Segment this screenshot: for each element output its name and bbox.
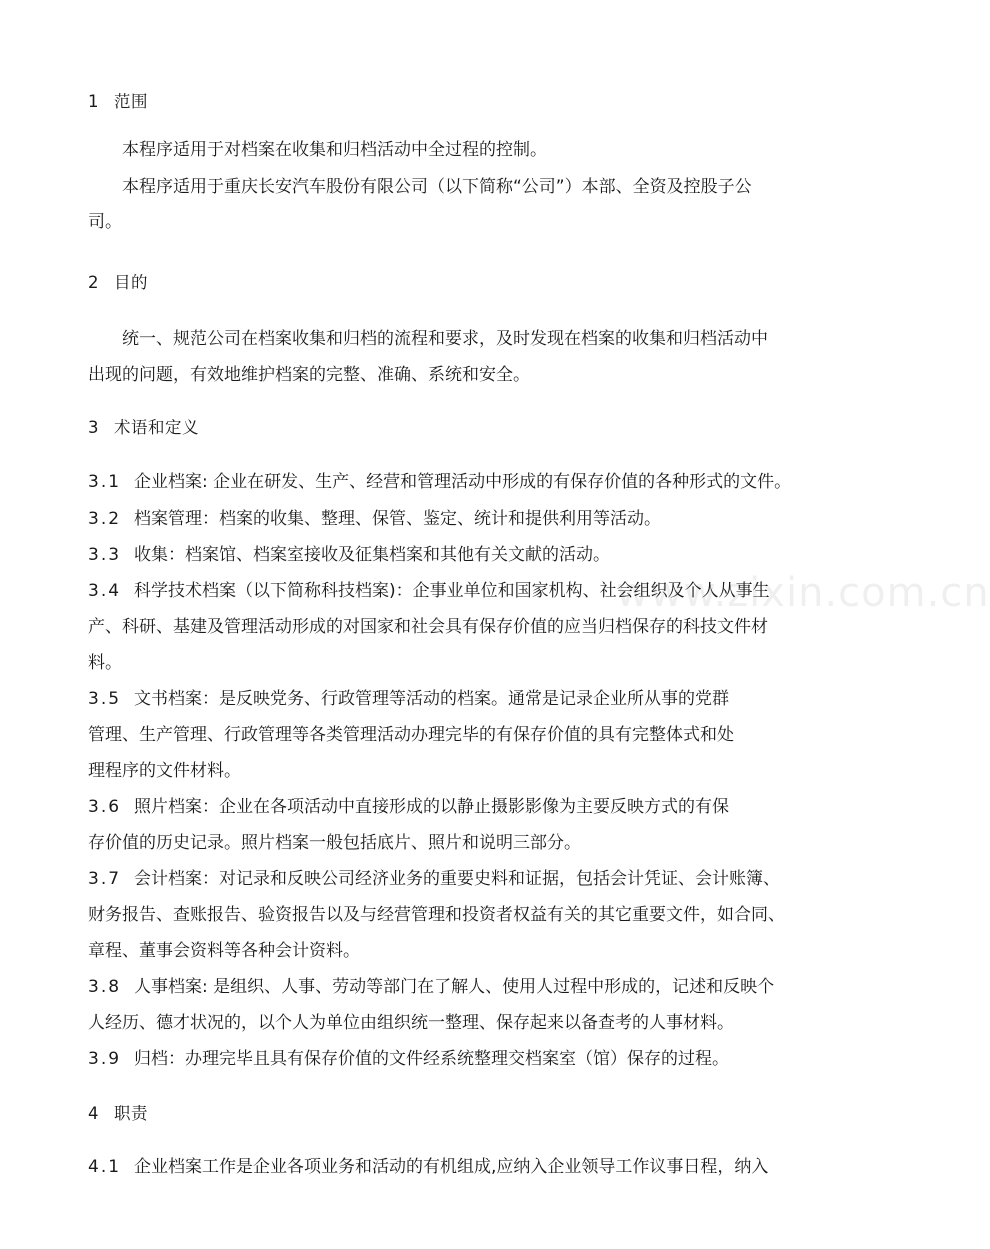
- section-3-title: 术语和定义: [114, 418, 199, 437]
- definition-text: 会计档案：对记录和反映公司经济业务的重要史料和证据，包括会计凭证、会计账簿、: [134, 869, 780, 889]
- definition-3-6-cont-1: 存价值的历史记录。照片档案一般包括底片、照片和说明三部分。: [88, 833, 581, 853]
- definition-number: 3.7: [88, 869, 122, 889]
- definition-text: 归档：办理完毕且具有保存价值的文件经系统整理交档案室（馆）保存的过程。: [134, 1049, 729, 1069]
- definition-number: 3.9: [88, 1049, 122, 1069]
- definition-3-4-cont-1: 产、科研、基建及管理活动形成的对国家和社会具有保存价值的应当归档保存的科技文件材: [88, 617, 768, 637]
- section-1-number: 1: [88, 92, 99, 111]
- definition-text: 照片档案：企业在各项活动中直接形成的以静止摄影影像为主要反映方式的有保: [134, 797, 729, 817]
- responsibility-number: 4.1: [88, 1157, 122, 1177]
- definition-text: 科学技术档案（以下简称科技档案)：企事业单位和国家机构、社会组织及个人从事生: [134, 581, 770, 601]
- section-2-paragraph: 统一、规范公司在档案收集和归档的流程和要求，及时发现在档案的收集和归档活动中: [122, 329, 768, 349]
- definition-number: 3.4: [88, 581, 122, 601]
- section-4-heading: [88, 1102, 848, 1126]
- definition-3-9: [88, 1047, 848, 1071]
- definition-3-7-cont-2: 章程、董事会资料等各种会计资料。: [88, 941, 360, 961]
- definition-3-4: [88, 579, 848, 603]
- definition-number: 3.6: [88, 797, 122, 817]
- definition-text: 收集：档案馆、档案室接收及征集档案和其他有关文献的活动。: [134, 545, 610, 565]
- section-1-title: 范围: [114, 92, 148, 111]
- definition-text: 文书档案：是反映党务、行政管理等活动的档案。通常是记录企业所从事的党群: [134, 689, 729, 709]
- section-1-paragraph-2-cont: 司。: [88, 212, 122, 232]
- definition-3-5: [88, 687, 848, 711]
- definition-3-4-cont-2: 料。: [88, 653, 122, 673]
- definition-text: 人事档案: 是组织、人事、劳动等部门在了解人、使用人过程中形成的，记述和反映个: [134, 977, 775, 997]
- definition-text: 企业档案: 企业在研发、生产、经营和管理活动中形成的有保存价值的各种形式的文件。: [134, 472, 792, 492]
- definition-3-2: [88, 507, 848, 531]
- definition-number: 3.1: [88, 472, 122, 492]
- responsibility-text: 企业档案工作是企业各项业务和活动的有机组成,应纳入企业领导工作议事日程，纳入: [134, 1157, 769, 1177]
- section-4-number: 4: [88, 1104, 99, 1123]
- definition-3-8: [88, 975, 848, 999]
- definition-3-7-cont-1: 财务报告、查账报告、验资报告以及与经营管理和投资者权益有关的其它重要文件，如合同、: [88, 905, 785, 925]
- section-3-number: 3: [88, 418, 99, 437]
- section-1-paragraph-2: 本程序适用于重庆长安汽车股份有限公司（以下简称“公司”）本部、全资及控股子公: [122, 177, 752, 197]
- definition-number: 3.8: [88, 977, 122, 997]
- definition-3-5-cont-2: 理程序的文件材料。: [88, 761, 241, 781]
- section-2-paragraph-cont: 出现的问题，有效地维护档案的完整、准确、系统和安全。: [88, 365, 530, 385]
- definition-text: 档案管理：档案的收集、整理、保管、鉴定、统计和提供利用等活动。: [134, 509, 661, 529]
- responsibility-4-1: [88, 1155, 848, 1179]
- definition-number: 3.2: [88, 509, 122, 529]
- definition-3-1: [88, 470, 848, 494]
- section-2-title: 目的: [114, 273, 148, 292]
- definition-3-3: [88, 543, 848, 567]
- section-2-heading: [88, 271, 848, 295]
- section-4-title: 职责: [114, 1104, 148, 1123]
- section-1-paragraph-1: 本程序适用于对档案在收集和归档活动中全过程的控制。: [122, 140, 547, 160]
- section-1-heading: [88, 90, 848, 114]
- definition-3-6: [88, 795, 848, 819]
- definition-number: 3.5: [88, 689, 122, 709]
- definition-number: 3.3: [88, 545, 122, 565]
- watermark: www.zixin.com.cn: [616, 570, 990, 616]
- definition-3-5-cont-1: 管理、生产管理、行政管理等各类管理活动办理完毕的有保存价值的具有完整体式和处: [88, 725, 734, 745]
- definition-3-7: [88, 867, 848, 891]
- section-3-heading: [88, 416, 848, 440]
- definition-3-8-cont-1: 人经历、德才状况的，以个人为单位由组织统一整理、保存起来以备查考的人事材料。: [88, 1013, 734, 1033]
- section-2-number: 2: [88, 273, 99, 292]
